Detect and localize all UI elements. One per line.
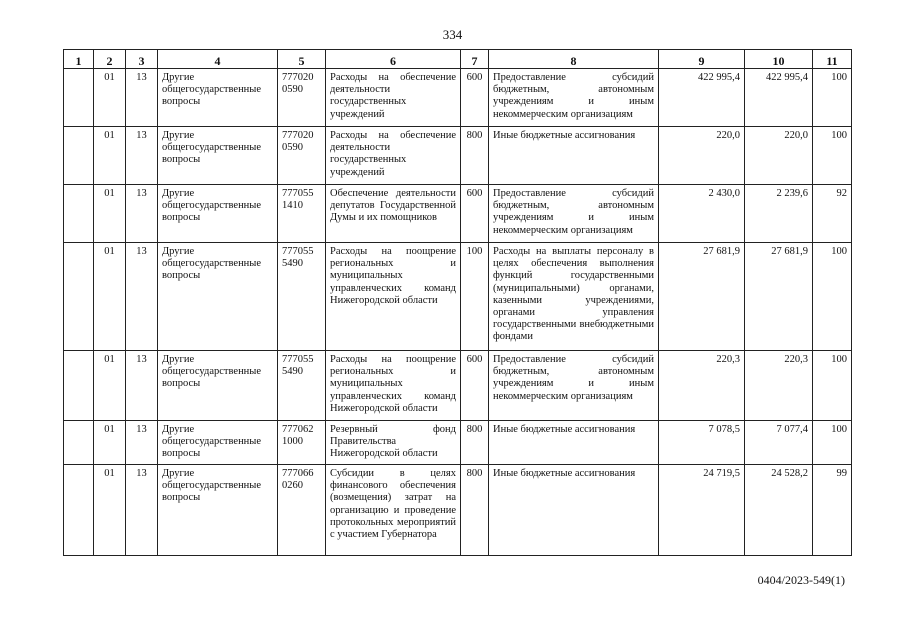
- target-code-part: 0590: [282, 84, 303, 96]
- cell-target-code: [278, 351, 326, 421]
- cell-expense-type: 600: [461, 69, 489, 127]
- cell-section: 01: [94, 421, 126, 465]
- cell-expense-name: Расходы на поощрение региональных и муниципальных управленческих команд Нижегородской области: [326, 351, 461, 421]
- cell-planned: 220,3: [659, 351, 745, 421]
- cell-percent: 92: [813, 185, 852, 243]
- cell-executed: 27 681,9: [745, 243, 813, 351]
- cell-expense-type-name: Предоставление субсидий бюджетным, автономным учреждениям и иным некоммерческим организациям: [489, 69, 659, 127]
- column-header: 11: [813, 50, 852, 69]
- column-header: 6: [326, 50, 461, 69]
- table-row: [64, 465, 852, 556]
- cell-executed: 7 077,4: [745, 421, 813, 465]
- cell-planned: 24 719,5: [659, 465, 745, 556]
- cell-percent: 100: [813, 127, 852, 185]
- cell-row-number: [64, 69, 94, 127]
- cell-target-code: [278, 243, 326, 351]
- cell-expense-name: Расходы на поощрение региональных и муниципальных управленческих команд Нижегородской области: [326, 243, 461, 351]
- table-row: [64, 243, 852, 351]
- cell-section: 01: [94, 185, 126, 243]
- cell-section-name: Другие общегосударственные вопросы: [158, 421, 278, 465]
- target-code-part: 1000: [282, 436, 303, 448]
- column-header: 7: [461, 50, 489, 69]
- cell-expense-type-name: Иные бюджетные ассигнования: [489, 127, 659, 185]
- cell-expense-type: 100: [461, 243, 489, 351]
- cell-planned: 27 681,9: [659, 243, 745, 351]
- cell-section-name: Другие общегосударственные вопросы: [158, 243, 278, 351]
- budget-table: [63, 49, 852, 556]
- cell-expense-name: Обеспечение деятельности депутатов Государственной Думы и их помощников: [326, 185, 461, 243]
- cell-target-code: [278, 69, 326, 127]
- cell-section: 01: [94, 243, 126, 351]
- column-header: 4: [158, 50, 278, 69]
- cell-percent: 99: [813, 465, 852, 556]
- cell-row-number: [64, 465, 94, 556]
- cell-subsection: 13: [126, 127, 158, 185]
- cell-expense-name: Резервный фонд Правительства Нижегородской области: [326, 421, 461, 465]
- cell-row-number: [64, 127, 94, 185]
- cell-section-name: Другие общегосударственные вопросы: [158, 127, 278, 185]
- cell-section: 01: [94, 351, 126, 421]
- cell-subsection: 13: [126, 69, 158, 127]
- column-header: 9: [659, 50, 745, 69]
- cell-subsection: 13: [126, 351, 158, 421]
- cell-expense-name: Расходы на обеспечение деятельности государственных учреждений: [326, 69, 461, 127]
- cell-section: 01: [94, 69, 126, 127]
- table-row: [64, 421, 852, 465]
- target-code-part: 1410: [282, 200, 303, 212]
- target-code-part: 5490: [282, 366, 303, 378]
- cell-expense-type: 800: [461, 127, 489, 185]
- cell-subsection: 13: [126, 243, 158, 351]
- cell-target-code: [278, 127, 326, 185]
- column-header: 5: [278, 50, 326, 69]
- table-header-row: [64, 50, 852, 69]
- cell-subsection: 13: [126, 465, 158, 556]
- cell-expense-type-name: Иные бюджетные ассигнования: [489, 465, 659, 556]
- cell-section-name: Другие общегосударственные вопросы: [158, 351, 278, 421]
- target-code-part: 0590: [282, 142, 303, 154]
- table-row: [64, 185, 852, 243]
- target-code-part: 777020: [282, 72, 314, 83]
- target-code-part: 777055: [282, 188, 314, 199]
- column-header: 3: [126, 50, 158, 69]
- target-code-part: 777066: [282, 468, 314, 479]
- cell-expense-type: 800: [461, 421, 489, 465]
- column-header: 8: [489, 50, 659, 69]
- cell-row-number: [64, 421, 94, 465]
- cell-target-code: [278, 185, 326, 243]
- cell-subsection: 13: [126, 185, 158, 243]
- cell-planned: 7 078,5: [659, 421, 745, 465]
- cell-expense-name: Субсидии в целях финансового обеспечения (возмещения) затрат на организацию и проведение протокольных мероприятий с участием Губернатора: [326, 465, 461, 556]
- table-row: [64, 127, 852, 185]
- cell-row-number: [64, 351, 94, 421]
- cell-executed: 2 239,6: [745, 185, 813, 243]
- cell-expense-type-name: Расходы на выплаты персоналу в целях обеспечения выполнения функций государственными (муниципальными) органами, казенными учреждениями, органами управления государственными внебюджетными фондами: [489, 243, 659, 351]
- target-code-part: 777055: [282, 246, 314, 257]
- column-header: 1: [64, 50, 94, 69]
- cell-expense-type: 600: [461, 185, 489, 243]
- cell-executed: 220,3: [745, 351, 813, 421]
- cell-executed: 422 995,4: [745, 69, 813, 127]
- cell-section-name: Другие общегосударственные вопросы: [158, 185, 278, 243]
- cell-percent: 100: [813, 351, 852, 421]
- cell-expense-type-name: Иные бюджетные ассигнования: [489, 421, 659, 465]
- cell-percent: 100: [813, 421, 852, 465]
- table-row: [64, 351, 852, 421]
- target-code-part: 5490: [282, 258, 303, 270]
- cell-section-name: Другие общегосударственные вопросы: [158, 69, 278, 127]
- cell-percent: 100: [813, 69, 852, 127]
- column-header: 10: [745, 50, 813, 69]
- cell-planned: 220,0: [659, 127, 745, 185]
- cell-planned: 422 995,4: [659, 69, 745, 127]
- target-code-part: 777020: [282, 130, 314, 141]
- page-number: 334: [442, 27, 463, 42]
- cell-expense-type-name: Предоставление субсидий бюджетным, автономным учреждениям и иным некоммерческим организациям: [489, 185, 659, 243]
- cell-section: 01: [94, 465, 126, 556]
- target-code-part: 0260: [282, 480, 303, 492]
- document-code: 0404/2023-549(1): [757, 573, 845, 587]
- table-row: [64, 69, 852, 127]
- cell-subsection: 13: [126, 421, 158, 465]
- cell-expense-type: 800: [461, 465, 489, 556]
- cell-row-number: [64, 185, 94, 243]
- target-code-part: 777062: [282, 424, 314, 435]
- cell-expense-name: Расходы на обеспечение деятельности государственных учреждений: [326, 127, 461, 185]
- cell-target-code: [278, 465, 326, 556]
- cell-section: 01: [94, 127, 126, 185]
- cell-executed: 24 528,2: [745, 465, 813, 556]
- cell-percent: 100: [813, 243, 852, 351]
- cell-section-name: Другие общегосударственные вопросы: [158, 465, 278, 556]
- cell-expense-type-name: Предоставление субсидий бюджетным, автономным учреждениям и иным некоммерческим организациям: [489, 351, 659, 421]
- column-header: 2: [94, 50, 126, 69]
- target-code-part: 777055: [282, 354, 314, 365]
- cell-planned: 2 430,0: [659, 185, 745, 243]
- cell-target-code: [278, 421, 326, 465]
- cell-expense-type: 600: [461, 351, 489, 421]
- cell-executed: 220,0: [745, 127, 813, 185]
- cell-row-number: [64, 243, 94, 351]
